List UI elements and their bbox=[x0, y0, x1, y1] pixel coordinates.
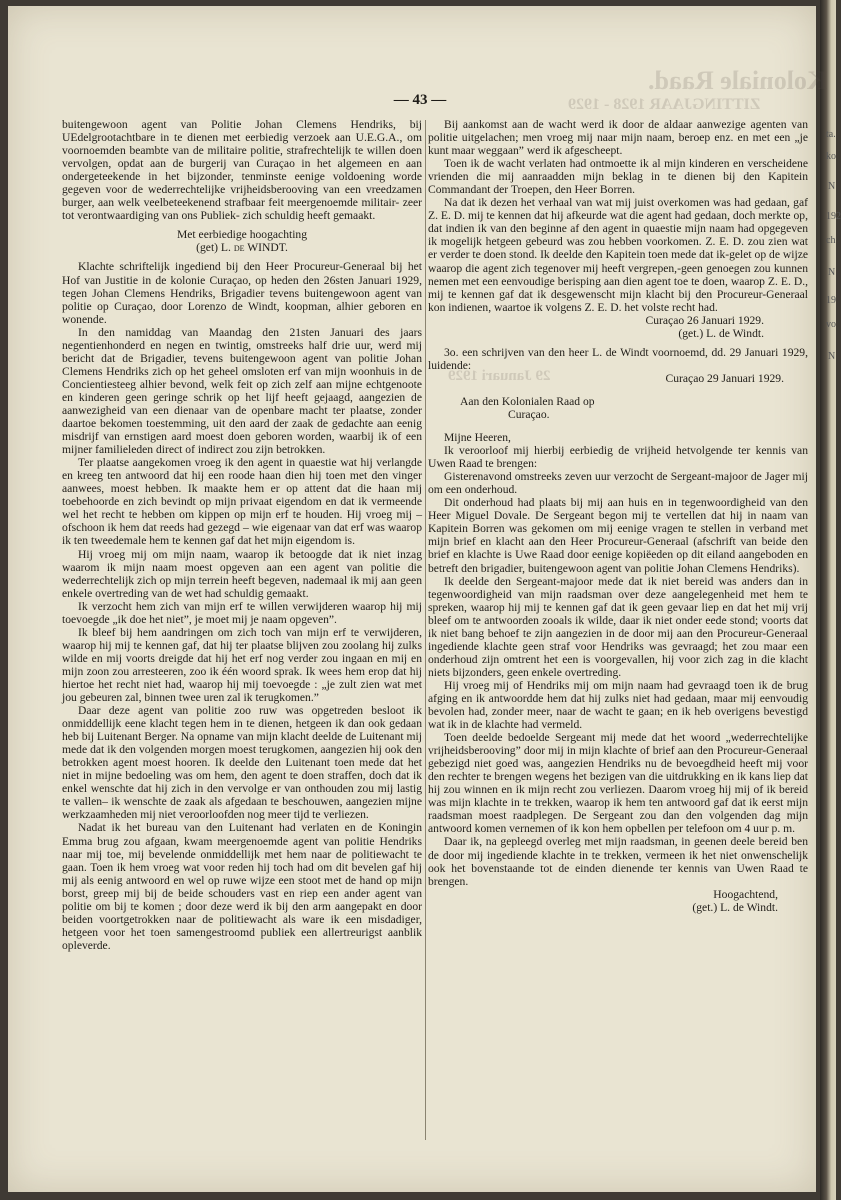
signature-line bbox=[62, 241, 422, 254]
closing-line: Hoogachtend, bbox=[713, 887, 778, 901]
signature-de: de bbox=[233, 241, 245, 255]
bleedthrough-date: 29 Januari 1929 bbox=[448, 368, 551, 384]
bleedthrough-title: Koloniale Raad. bbox=[648, 66, 828, 95]
paragraph: Dit onderhoud had plaats bij mij aan huis en in tegenwoordigheid van den Heer Miguel Dovale. De Sergeant begon mij te vertellen dat hij in naam van Kapitein Borren was gekomen om mij eenige vragen te stellen in verband met mijn brief en klacht aan den Heer Procureur-Generaal (afschrift van beide den brief en klachte is Uwe Raad door eenige kopiëeden op dit eiland aangeboden en betreft den brigadier, buitengewoon agent van politie Johan Clemens Hendriks). bbox=[428, 496, 808, 575]
paragraph: Toen ik de wacht verlaten had ontmoette ik al mijn kinderen en verscheidene vrienden die mij aanraadden mijn beklag in te dienen bij den Kapitein Commandant der Troepen, den Heer Borren. bbox=[428, 157, 808, 197]
column-divider bbox=[425, 120, 426, 1140]
place-date: Curaçao 29 Januari 1929. bbox=[665, 371, 784, 385]
bleedthrough-subtitle: ZITTINGJAAR 1928 - 1929 bbox=[568, 96, 761, 113]
closing-line: Met eerbiedige hoogachting bbox=[176, 228, 308, 242]
paragraph: Ik verzocht hem zich van mijn erf te willen verwijderen waarop hij mij toevoegde „ik doe het niet”, je moet mij je naam opgeven”. bbox=[62, 599, 422, 626]
margin-fragment: 19 bbox=[826, 295, 836, 306]
paragraph: Ik deelde den Sergeant-majoor mede dat ik niet bereid was anders dan in tegenwoordigheid van mijn raadsman over deze aangelegenheid met hem te spreken, waarop hij mij te kennen gaf dat ik geen gevaar liep en dat het mij vrij bleef om te antwoorden zooals ik wilde, daar ik niet onder eede stond; voorts dat ik niet bang behoef te zijn aangezien in de door mij aan den Procureur-Generaal ingediende klachte geen straf voor Hendriks was gevraagd; het zou maar een onderhoud zijn omtrent het een is voorgevallen, hij voor zich zag in die klacht niets bijzonders, geen enkele overtreding. bbox=[428, 574, 808, 679]
signature-line: (get.) L. de Windt. bbox=[692, 900, 778, 914]
margin-fragment: N bbox=[828, 267, 836, 278]
right-column bbox=[428, 118, 808, 914]
neighbor-page-edge bbox=[820, 0, 841, 1200]
place-date: Curaçao 26 Januari 1929. bbox=[645, 313, 764, 327]
addressee: Aan den Kolonialen Raad op bbox=[460, 394, 595, 408]
margin-fragment: ta. bbox=[826, 129, 836, 140]
paragraph: Ik bleef bij hem aandringen om zich toch van mijn erf te verwijderen, waarop hij mij te kennen gaf, dat hij ter plaatse blijven zou zoolang hij zulks wilde en mij voorts dreigde dat hij het erf nog verder zou ingaan en mij en mijn zoon zou arresteeren, zoo ik één woord sprak. Ik wees hem erop dat hij hiertoe het recht niet had, waarop hij mij toevoegde : „je zult zien wat met jou gebeuren zal, binnen twee uren zal ik terugkomen.” bbox=[62, 625, 422, 705]
paragraph: Hij vroeg mij of Hendriks mij om mijn naam had gevraagd toen ik de brug afging en ik antwoordde hem dat hij zulks niet had gedaan, maar mij eenvoudig bevolen had, zonder meer, naar de wacht te gaan; en ik heb overigens bevestigd wat ik in de klachte had vermeld. bbox=[428, 678, 808, 732]
paragraph: Klachte schriftelijk ingediend bij den Heer Procureur-Generaal bij het Hof van Justitie in de kolonie Curaçao, op heden den 26sten Januari 1929, tegen Johan Clemens Hendriks, Brigadier tevens buitengewoon agent van politie op Curaçao, door Lorenzo de Windt, koopman, alhier geboren en wonende. bbox=[62, 260, 422, 326]
margin-fragment: 192 bbox=[826, 211, 841, 222]
addressee: Curaçao. bbox=[508, 407, 550, 421]
page-number: — 43 — bbox=[393, 92, 447, 108]
paragraph: Daar ik, na gepleegd overleg met mijn raadsman, in geenen deele bereid ben de door mij ingediende klachte in te trekken, vermeen ik het niet onwenschelijk ook het bovenstaande tot de einden dienende ter kennis van Uwen Raad te brengen. bbox=[428, 835, 808, 888]
margin-fragment: N bbox=[828, 351, 836, 362]
paragraph: Daar deze agent van politie zoo ruw was opgetreden besloot ik onmiddellijk eene klacht tegen hem in te dienen, hetgeen ik dan ook gedaan heb bij Luitenant Berger. Na opname van mijn klacht deelde de Luitenant mij mede dat ik den volgenden morgen moest terugkomen, aangezien hij ook den betrokken agent moest hooren. Ik deelde den Luitenant toen mede dat het niet in mijne bedoeling was om hem, den agent te doen straffen, doch dat ik enkel wenschte dat hij zich in den vervolge er van onthouden zou mij lastig te vallen– ik wenschte de zaak als afgedaan te beschouwen, aangezien mijne werkzaamheden mij niet veroorloofden nog meer tijd te verliezen. bbox=[62, 704, 422, 822]
paragraph: Toen deelde bedoelde Sergeant mij mede dat het woord „wederrechtelijke vrijheidsberooving” door mij in mijn klachte of brief aan den Procureur-Generaal gebezigd niet goed was, aangezien Hendriks nu de bevoegdheid heeft mij voor den rechter te brengen wegens het bezigen van die uitdrukking en ik kans liep dat hij zou winnen en ik mijn recht zou verliezen. Daarom vroeg hij mij of ik bereid was mijn klachte in te trekken, waarop ik hem ten antwoord gaf dat ik eerst mijn raadsman moest raadplegen. De Sergeant zou dan den volgenden dag mijn antwoord komen vernemen of ik kon hem opbellen per telefoon om 4 uur p. m. bbox=[428, 731, 808, 836]
paragraph: Ik veroorloof mij hierbij eerbiedig de vrijheid hetvolgende ter kennis van Uwen Raad te brengen: bbox=[428, 444, 808, 471]
paragraph: Hij vroeg mij om mijn naam, waarop ik betoogde dat ik niet inzag waarom ik mijn naam moest opgeven aan een agent van politie die wederrechtelijk zich op mijn terrein heeft begeven, nademaal ik mij aan geen enkele overtreding van de wet had schuldig gemaakt. bbox=[62, 547, 422, 600]
margin-fragment: N bbox=[828, 181, 836, 192]
enclosure-item: 3o. een schrijven van den heer L. de Windt voornoemd, dd. 29 Januari 1929, luidende: bbox=[428, 345, 808, 372]
signature-line: (get.) L. de Windt. bbox=[678, 326, 764, 340]
paragraph: Nadat ik het bureau van den Luitenant had verlaten en de Koningin Emma brug zou afgaan, kwam meergenoemde agent van politie Hendriks naar mij toe, mij bevelende onmiddellijk met hem naar de politiewacht te gaan. Toen ik hem vroeg wat voor reden hij toch had om dit bevelen gaf hij mij als eenig antwoord en wel op ruwe wijze een stoot met de hand op mijn borst, greep mij bij de beide schouders vast en riep een ander agent van politie om bij te komen ; door deze werd ik bij den arm aangepakt en door beiden voortgetrokken naar de politiewacht als ware ik een misdadiger, hetgeen voor het toen samengestroomd publiek een allertreurigst aanblik opleverde. bbox=[62, 821, 422, 952]
margin-fragment: ch bbox=[826, 235, 836, 246]
margin-fragment: ko bbox=[826, 151, 836, 162]
signature-prefix: (get) L. bbox=[196, 241, 231, 255]
signature-name: WINDT. bbox=[247, 241, 288, 255]
paragraph: buitengewoon agent van Politie Johan Clemens Hendriks, bij UEdelgrootachtbare in te dienen met eerbiedig verzoek aan U.E.G.A., om voornoemden beambte van de militaire politie, strafrechtelijk te willen doen vervolgen, opdat aan de burgerij van Curaçao in het algemeen en aan ondergeteekende in het bijzonder, tenminste eenige voldoening worde gegeven voor de wederrechtelijke vrijheidsberooving van een vreedzamen burger, aan welk veelbeteekenend strafbaar feit meergenoemde militair- zeer tot verontwaardiging van ons Publiek- zich schuldig heeft gemaakt. bbox=[62, 118, 422, 223]
paragraph: Na dat ik dezen het verhaal van wat mij juist overkomen was had gedaan, gaf Z. E. D. mij te kennen dat hij afkeurde wat die agent had gedaan, doch merkte op, dat indien ik van den beginne af den agent in quaestie mijn naam had opgegeven ik mogelijk hetgeen gebeurd was zou hebben voorkomen. Z. E. D. zou zien wat er verder te doen stond. Ik deelde den Kapitein toen mede dat ik-gelet op de wijze waarop die agent zich tegenover mij heeft vergrepen,-geen genoegen zou kunnen nemen met een eenvoudige berisping aan dien agent toe te doen, waarop Z. E. D., mij te kennen gaf dat ik desgewenscht mijn klacht bij den Procureur-Generaal kon indienen, waartoe ik volgens Z. E. D. het volste recht had. bbox=[428, 196, 808, 314]
paragraph: In den namiddag van Maandag den 21sten Januari des jaars negentienhonderd en negen en twintig, omstreeks half drie uur, werd mij bericht dat de Brigadier, tevens buitengewoon agent van politie Johan Clemens Hendriks zich op het geheel omsloten erf van mijn woonhuis in de Concientiesteeg alhier bevond, welk feit op zich zelf aan mijne echtgenoote en kinderen geen geringe schrik op het lijf heeft gejaagd, aangezien de aanwezigheid van een dienaar van de openbare macht ter plaatse, zonder daartoe bekomen toestemming, uit den aard der zaak de gedachte aan eenig misdrijf van ernstigen aard moest doen geboren worden, waarbij ik of een mijner familieleden direct of indirect zou zijn betrokken. bbox=[62, 325, 422, 457]
margin-fragment: vo bbox=[826, 319, 836, 330]
salutation: Mijne Heeren, bbox=[444, 431, 511, 445]
paragraph: Bij aankomst aan de wacht werd ik door de aldaar aanwezige agenten van politie uitgelachen; men vroeg mij naar mijn naam, beroep enz. en met een „je kunt maar weggaan” werd ik afgescheept. bbox=[428, 118, 808, 158]
left-column bbox=[62, 118, 422, 952]
paragraph: Ter plaatse aangekomen vroeg ik den agent in quaestie wat hij verlangde en kreeg ten antwoord dat hij een roode haan dien hij toen met den vinger aanwees, moest hebben. Ik maakte hem er op attent dat die haan mij toebehoorde en zich bevindt op mijn privaat eigendom en dat ik vermeende wel het recht te hebben om kippen op mijn erf te houden. Hij vroeg mij – ofschoon ik hem dat reeds had gezegd – wie eigenaar van dat erf was waarop ik ten tweedemale hem te kennen gaf dat het mijn eigendom is. bbox=[62, 456, 422, 548]
paragraph: Gisterenavond omstreeks zeven uur verzocht de Sergeant-majoor de Jager mij om een onderhoud. bbox=[428, 470, 808, 497]
